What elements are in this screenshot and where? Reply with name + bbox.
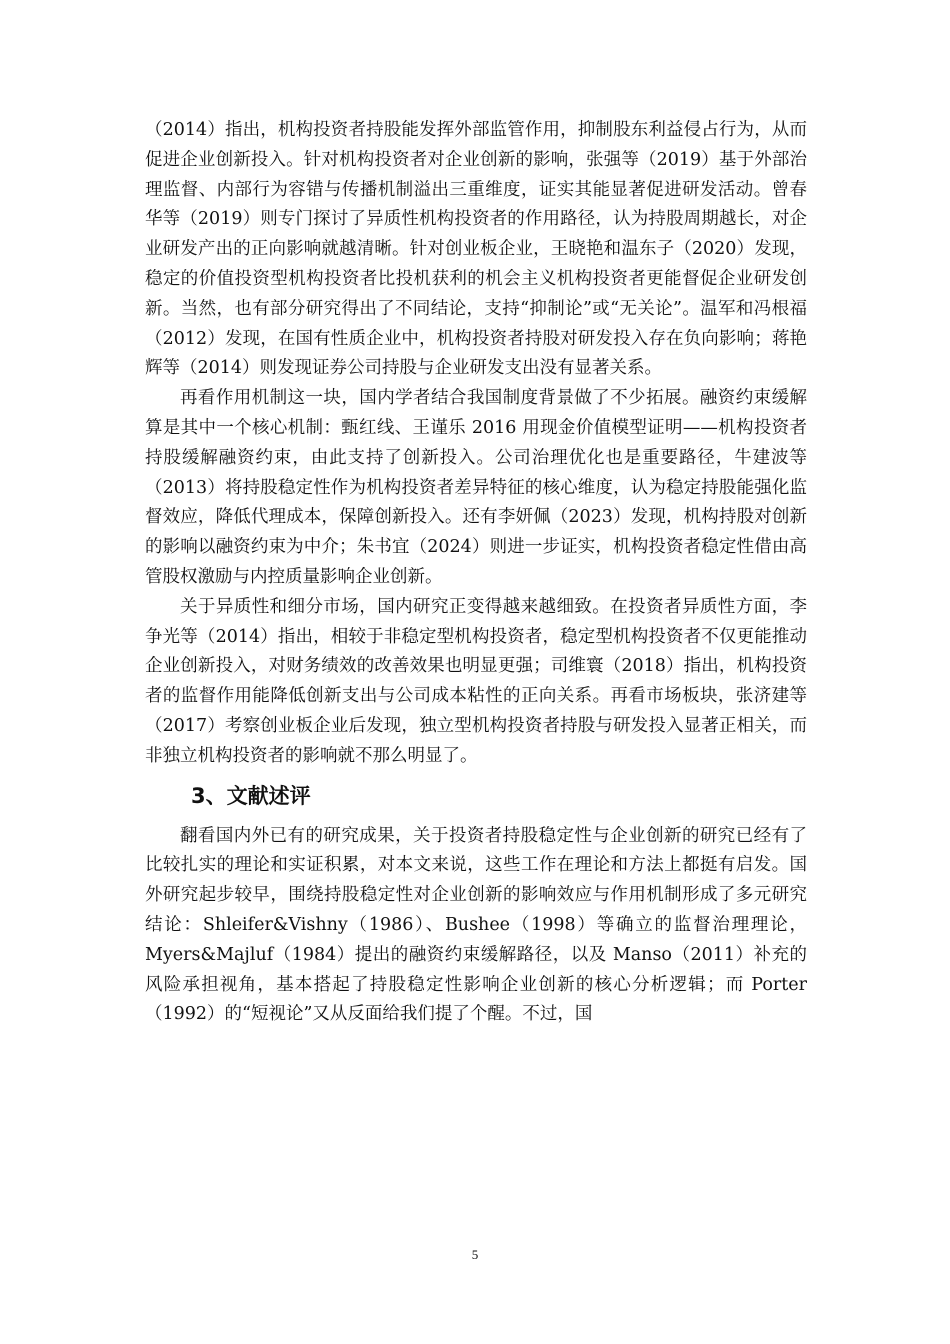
section-heading-literature-review: 3、文献述评	[191, 783, 311, 808]
paragraph-institutional-investor-effects: （2014）指出，机构投资者持股能发挥外部监管作用，抑制股东利益侵占行为，从而促进企业创新投入。针对机构投资者对企业创新的影响，张强等（2019）基于外部治理监督、内部行为容错与传播机制溢出三重维度，证实其能显著促进研发活动。曾春华等（2019）则专门探讨了异质性机构投资者的作用路径，认为持股周期越长，对企业研发产出的正向影响就越清晰。针对创业板企业，王晓艳和温东子（2020）发现，稳定的价值投资型机构投资者比投机获利的机会主义机构投资者更能督促企业研发创新。当然，也有部分研究得出了不同结论，支持“抑制论”或“无关论”。温军和冯根福（2012）发现，在国有性质企业中，机构投资者持股对研发投入存在负向影响；蒋艳辉等（2014）则发现证券公司持股与企业研发支出没有显著关系。	[145, 120, 807, 379]
page-body	[145, 116, 807, 1030]
paragraph-mechanisms: 再看作用机制这一块，国内学者结合我国制度背景做了不少拓展。融资约束缓解算是其中一个核心机制：甄红线、王谨乐 2016 用现金价值模型证明——机构投资者持股缓解融资约束，由此支持了创新投入。公司治理优化也是重要路径，牛建波等（2013）将持股稳定性作为机构投资者差异特征的核心维度，认为稳定持股能强化监督效应，降低代理成本，保障创新投入。还有李妍佩（2023）发现，机构持股对创新的影响以融资约束为中介；朱书宜（2024）则进一步证实，机构投资者稳定性借由高管股权激励与内控质量影响企业创新。	[145, 388, 807, 587]
page-number: 5	[471, 1247, 479, 1262]
paragraph-literature-review: 翻看国内外已有的研究成果，关于投资者持股稳定性与企业创新的研究已经有了比较扎实的理论和实证积累，对本文来说，这些工作在理论和方法上都挺有启发。国外研究起步较早，围绕持股稳定性对企业创新的影响效应与作用机制形成了多元研究结论：Shleifer&Vishny（1986）、Bushee（1998）等确立的监督治理理论，Myers&Majluf（1984）提出的融资约束缓解路径，以及 Manso（2011）补充的风险承担视角，基本搭起了持股稳定性影响企业创新的核心分析逻辑；而 Porter（1992）的“短视论”又从反面给我们提了个醒。不过，国	[145, 825, 807, 1025]
paragraph-heterogeneity: 关于异质性和细分市场，国内研究正变得越来越细致。在投资者异质性方面，李争光等（2014）指出，相较于非稳定型机构投资者，稳定型机构投资者不仅更能推动企业创新投入，对财务绩效的改善效果也明显更强；司维寰（2018）指出，机构投资者的监督作用能降低创新支出与公司成本粘性的正向关系。再看市场板块，张济建等（2017）考察创业板企业后发现，独立型机构投资者持股与研发投入显著正相关，而非独立机构投资者的影响就不那么明显了。	[145, 596, 807, 766]
